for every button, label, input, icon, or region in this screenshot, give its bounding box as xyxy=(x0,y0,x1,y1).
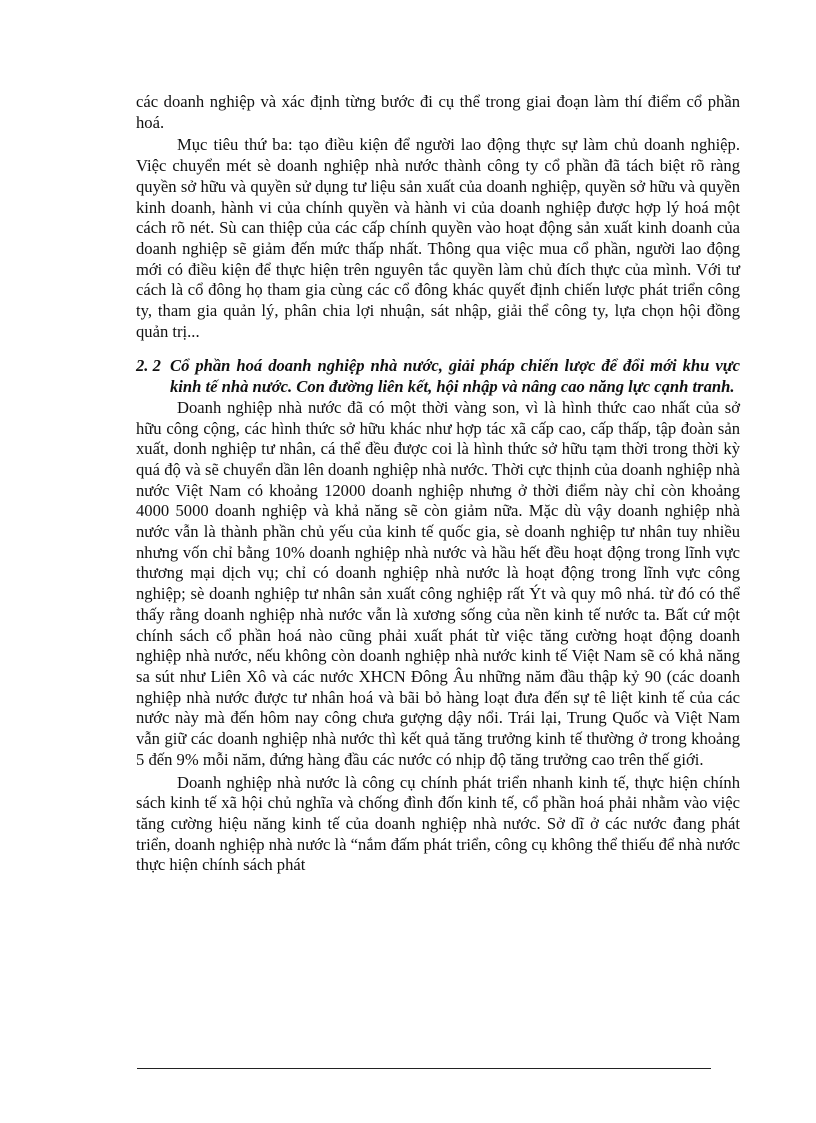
body-paragraph-2: Doanh nghiệp nhà nước là công cụ chính phát triển nhanh kinh tế, thực hiện chính sách kinh tế xã hội chủ nghĩa và chống đình đốn kinh tế, cổ phần hoá phải nhằm vào việc tăng cường hiệu năng kinh tế của doanh nghiệp nhà nước. Sở dĩ ở các nước đang phát triển, doanh nghiệp nhà nước là “nắm đấm phát triển, công cụ không thể thiếu để nhà nước thực hiện chính sách phát xyxy=(136,772,740,875)
goal-three-paragraph: Mục tiêu thứ ba: tạo điều kiện để người lao động thực sự làm chủ doanh nghiệp. Việc chuyển mét sè doanh nghiệp nhà nước thành công ty cổ phần đã tách biệt rõ ràng quyền sở hữu và quyền sử dụng tư liệu sản xuất của doanh nghiệp, quyền sở hữu và quyền kinh doanh, hành vi của chính quyền và hành vi của doanh nghiệp được hợp lý hoá một cách rõ nét. Sù can thiệp của các cấp chính quyền vào hoạt động sản xuất kinh doanh của doanh nghiệp sẽ giảm đến mức thấp nhất. Thông qua việc mua cổ phần, người lao động mới có điều kiện để thực hiện trên nguyên tắc quyền làm chủ đích thực của mình. Với tư cách là cổ đông họ tham gia cùng các cổ đông khác quyết định chiến lược phát triển công ty, tham gia quản lý, phân chia lợi nhuận, sát nhập, giải thể công ty, lựa chọn hội đồng quản trị... xyxy=(136,135,740,341)
intro-paragraph: các doanh nghiệp và xác định từng bước đi cụ thể trong giai đoạn làm thí điểm cổ phần hoá. xyxy=(136,92,740,132)
body-paragraph-1: Doanh nghiệp nhà nước đã có một thời vàng son, vì là hình thức cao nhất của sở hữu công cộng, các hình thức sở hữu khác như hợp tác xã cấp cao, cấp thấp, tập đoàn sản xuất, donh nghiệp tư nhân, cá thể đều được coi là hình thức sở hữu tạm thời trong thời kỳ quá độ và sẽ chuyển dần lên doanh nghiệp nhà nước. Thời cực thịnh của doanh nghiệp nhà nước Việt Nam có khoảng 12000 doanh nghiệp nhưng ở thời điểm này chỉ còn khoảng 4000 5000 doanh nghiệp và khả năng sẽ còn giảm nữa. Mặc dù vậy doanh nghiệp nhà nước vẫn là thành phần chủ yếu của kinh tế quốc gia, sè doanh nghiệp tư nhân tuy nhiều nhưng vốn chỉ bằng 10% doanh nghiệp nhà nước và hầu hết đều hoạt động trong lĩnh vực thương mại dịch vụ; chỉ có doanh nghiệp nhà nước là hoạt động trong lĩnh vực công nghiệp; sè doanh nghiệp tư nhân sản xuất công nghiệp rất Ýt và quy mô nhá. từ đó có thể thấy rằng doanh nghiệp nhà nước vẫn là xương sống của nền kinh tế nước ta. Bất cứ một chính sách cổ phần hoá nào cũng phải xuất phát từ việc tăng cường hoạt động doanh nghiệp nhà nước, nếu không còn doanh nghiệp nhà nước kinh tế Việt Nam sẽ có khả năng sa sút như Liên Xô và các nước XHCN Đông Âu những năm đầu thập kỷ 90 (các doanh nghiệp nhà nước được tư nhân hoá và bãi bỏ hàng loạt đưa đến sự tê liệt kinh tế của các nước này mà đến hôm nay công chưa gượng dậy nổi. Trái lại, Trung Quốc và Việt Nam vẫn giữ các doanh nghiệp nhà nước thì kết quả tăng trưởng kinh tế thường ở trong khoảng 5 đến 9% mỗi năm, đứng hàng đầu các nước có nhịp độ tăng trưởng cao trên thế giới. xyxy=(136,397,740,769)
document-page xyxy=(136,92,740,876)
section-heading xyxy=(136,356,740,397)
section-number: 2. 2 xyxy=(136,356,161,376)
section-title: Cổ phần hoá doanh nghiệp nhà nước, giải pháp chiến lược để đổi mới khu vực kinh tế nhà nước. Con đường liên kết, hội nhập và nâng cao năng lực cạnh tranh. xyxy=(170,356,740,397)
footer-rule xyxy=(137,1068,711,1069)
